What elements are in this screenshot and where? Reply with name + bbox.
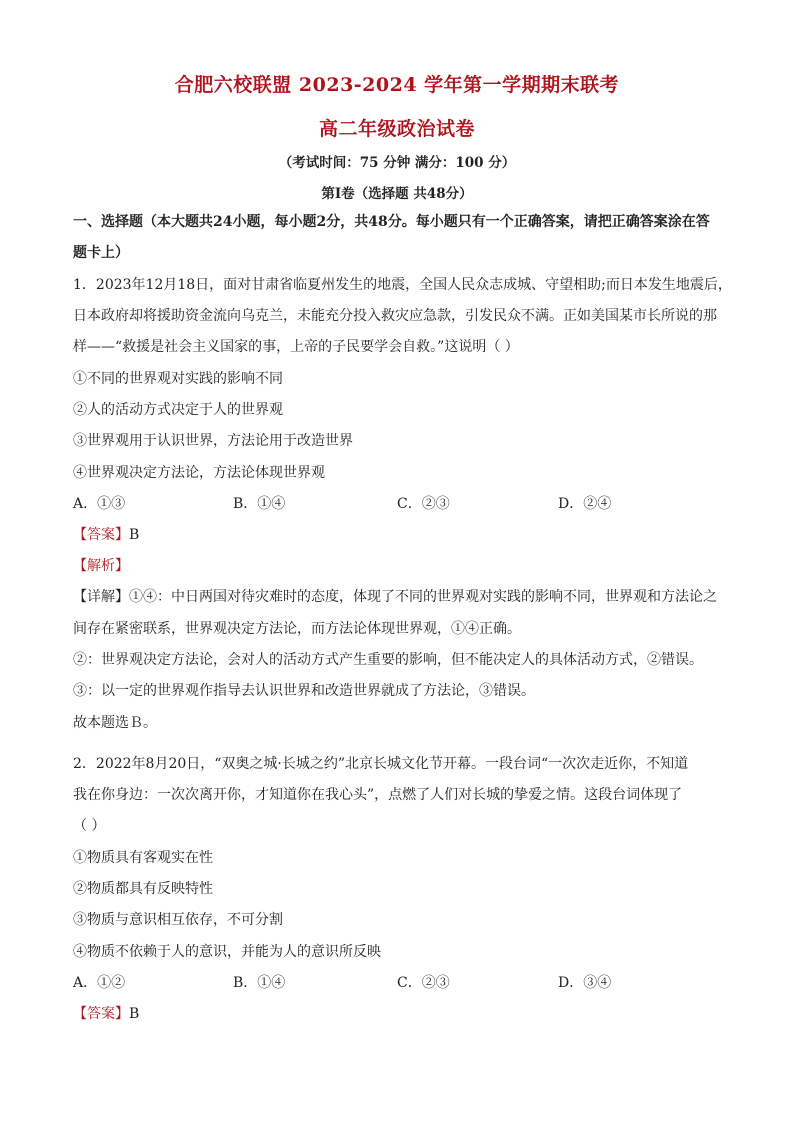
- q1-stem-line-2: 日本政府却将援助资金流向乌克兰，未能充分投入救灾应急款，引发民众不满。正如美国某市长所说的那: [73, 308, 717, 324]
- q1-option-c: C．②③: [397, 496, 450, 512]
- answer-value: B: [129, 1006, 140, 1022]
- q1-item-1: ①不同的世界观对实践的影响不同: [73, 371, 283, 387]
- q2-stem-line-2: 我在你身边：一次次离开你，才知道你在我心头”，点燃了人们对长城的挚爱之情。这段台词体现了: [73, 787, 683, 803]
- exam-subtitle: 高二年级政治试卷: [318, 118, 475, 140]
- exam-title: 合肥六校联盟 2023-2024 学年第一学期期末联考: [174, 74, 620, 96]
- instructions-line-2: 题卡上）: [73, 245, 129, 261]
- q1-analysis: [73, 556, 723, 576]
- q2-stem-line-3: （ ）: [73, 818, 106, 834]
- q2-option-d: D．③④: [558, 975, 612, 991]
- q1-item-3: ③世界观用于认识世界，方法论用于改造世界: [73, 433, 353, 449]
- analysis-tag: 【解析】: [73, 558, 129, 574]
- q1-stem-line-1: 1．2023年12月18日，面对甘肃省临夏州发生的地震，全国人民众志成城、守望相助;而日本发生地震后，: [73, 277, 732, 293]
- q1-option-b: B．①④: [233, 496, 286, 512]
- detail-tag: 【详解】: [73, 589, 129, 605]
- section-heading: 第Ⅰ卷（选择题 共48分）: [321, 186, 473, 202]
- q1-stem-line-3: 样——“救援是社会主义国家的事，上帝的子民要学会自救。”这说明（ ）: [73, 339, 519, 355]
- q1-item-2: ②人的活动方式决定于人的世界观: [73, 402, 283, 418]
- q2-item-3: ③物质与意识相互依存，不可分割: [73, 912, 283, 928]
- q2-item-4: ④物质不依赖于人的意识，并能为人的意识所反映: [73, 944, 381, 960]
- q1-detail-line-1: [73, 587, 723, 607]
- q2-item-1: ①物质具有客观实在性: [73, 850, 213, 866]
- q2-option-b: B．①④: [233, 975, 286, 991]
- q1-option-d: D．②④: [558, 496, 612, 512]
- instructions-line-1: 一、选择题（本大题共24小题，每小题2分，共48分。每小题只有一个正确答案，请把正确答案涂在答: [73, 214, 710, 230]
- q1-detail-line-5: 故本题选Ｂ。: [73, 715, 157, 731]
- answer-value: B: [129, 527, 140, 543]
- q2-option-a: A．①②: [73, 975, 126, 991]
- q2-answer: [73, 1004, 723, 1024]
- q1-detail-line-4: ③：以一定的世界观作指导去认识世界和改造世界就成了方法论，③错误。: [73, 683, 535, 699]
- q2-stem-line-1: 2．2022年8月20日，“双奥之城·长城之约”北京长城文化节开幕。一段台词“一次次走近你，不知道: [73, 756, 689, 772]
- q1-detail-line-3: ②：世界观决定方法论，会对人的活动方式产生重要的影响，但不能决定人的具体活动方式，②错误。: [73, 652, 703, 668]
- q1-option-a: A．①③: [73, 496, 126, 512]
- detail-text: ①④：中日两国对待灾难时的态度，体现了不同的世界观对实践的影响不同，世界观和方法论之: [129, 589, 717, 605]
- q2-item-2: ②物质都具有反映特性: [73, 881, 213, 897]
- q1-answer: [73, 525, 723, 545]
- exam-info: （考试时间：75 分钟 满分：100 分）: [278, 155, 516, 171]
- answer-tag: 【答案】: [73, 1006, 129, 1022]
- q2-option-c: C．②③: [397, 975, 450, 991]
- q1-detail-line-2: 间存在紧密联系，世界观决定方法论，而方法论体现世界观，①④正确。: [73, 621, 521, 637]
- q1-item-4: ④世界观决定方法论，方法论体现世界观: [73, 465, 325, 481]
- answer-tag: 【答案】: [73, 527, 129, 543]
